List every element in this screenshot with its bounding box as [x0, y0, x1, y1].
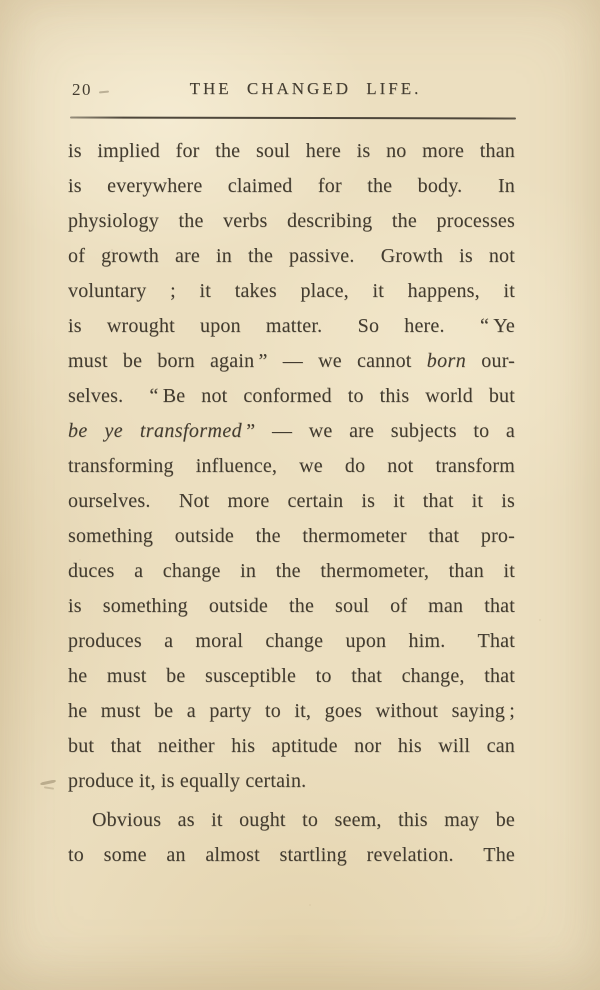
text-segment: produce it, is equally certain.: [68, 770, 307, 792]
text-segment: of growth are in the passive. Growth is not: [68, 245, 515, 267]
text-line: [68, 239, 515, 274]
text-line: [68, 204, 515, 239]
text-line: [68, 344, 515, 379]
text-line: [68, 803, 515, 838]
text-line: [68, 309, 515, 344]
text-line: [68, 379, 515, 414]
text-segment: but that neither his aptitude nor his will can: [68, 735, 515, 757]
text-line: [68, 659, 515, 694]
page-body: [68, 134, 515, 873]
text-line: [68, 729, 515, 764]
text-line: [68, 554, 515, 589]
paragraph: [68, 134, 515, 799]
text-line: [68, 519, 515, 554]
text-segment: something outside the thermometer that pro-: [68, 525, 515, 547]
paragraph: [68, 803, 515, 873]
text-line: [68, 838, 515, 873]
text-segment: is something outside the soul of man that: [68, 595, 515, 617]
text-segment: Obvious as it ought to seem, this may be: [92, 809, 515, 831]
text-segment: transforming influence, we do not transform: [68, 455, 515, 477]
scan-mark: [44, 786, 54, 789]
header-rule: [70, 117, 516, 120]
text-line: [68, 764, 515, 799]
text-line: [68, 274, 515, 309]
text-line: [68, 414, 515, 449]
italic-text: born: [426, 350, 467, 372]
text-segment: must be born again ” — we cannot: [68, 350, 427, 372]
text-line: [68, 484, 515, 519]
text-segment: duces a change in the thermometer, than it: [68, 560, 515, 582]
text-segment: he must be a party to it, goes without saying ;: [68, 700, 515, 722]
text-line: [68, 694, 515, 729]
scan-mark: [40, 779, 56, 785]
text-segment: selves. “ Be not conformed to this world but: [68, 385, 515, 407]
text-segment: ourselves. Not more certain is it that it is: [68, 490, 515, 512]
text-line: [68, 449, 515, 484]
text-line: [68, 589, 515, 624]
text-segment: produces a moral change upon him. That: [68, 630, 515, 652]
text-line: [68, 169, 515, 204]
text-segment: is implied for the soul here is no more than: [68, 140, 515, 162]
running-title: THE CHANGED LIFE.: [189, 79, 422, 98]
text-line: [68, 134, 515, 169]
page-header: [68, 79, 515, 101]
text-segment: to some an almost startling revelation. The: [68, 844, 515, 866]
text-segment: he must be susceptible to that change, that: [68, 665, 515, 687]
text-segment: our-: [466, 350, 516, 372]
text-segment: ” — we are subjects to a: [242, 420, 516, 442]
text-segment: voluntary ; it takes place, it happens, it: [68, 280, 515, 302]
text-segment: physiology the verbs describing the processes: [68, 210, 515, 232]
text-segment: is wrought upon matter. So here. “ Ye: [68, 315, 515, 337]
page-number: 20: [72, 80, 92, 99]
italic-text: be ye transformed: [68, 420, 243, 442]
text-segment: is everywhere claimed for the body. In: [68, 175, 515, 197]
text-line: [68, 624, 515, 659]
